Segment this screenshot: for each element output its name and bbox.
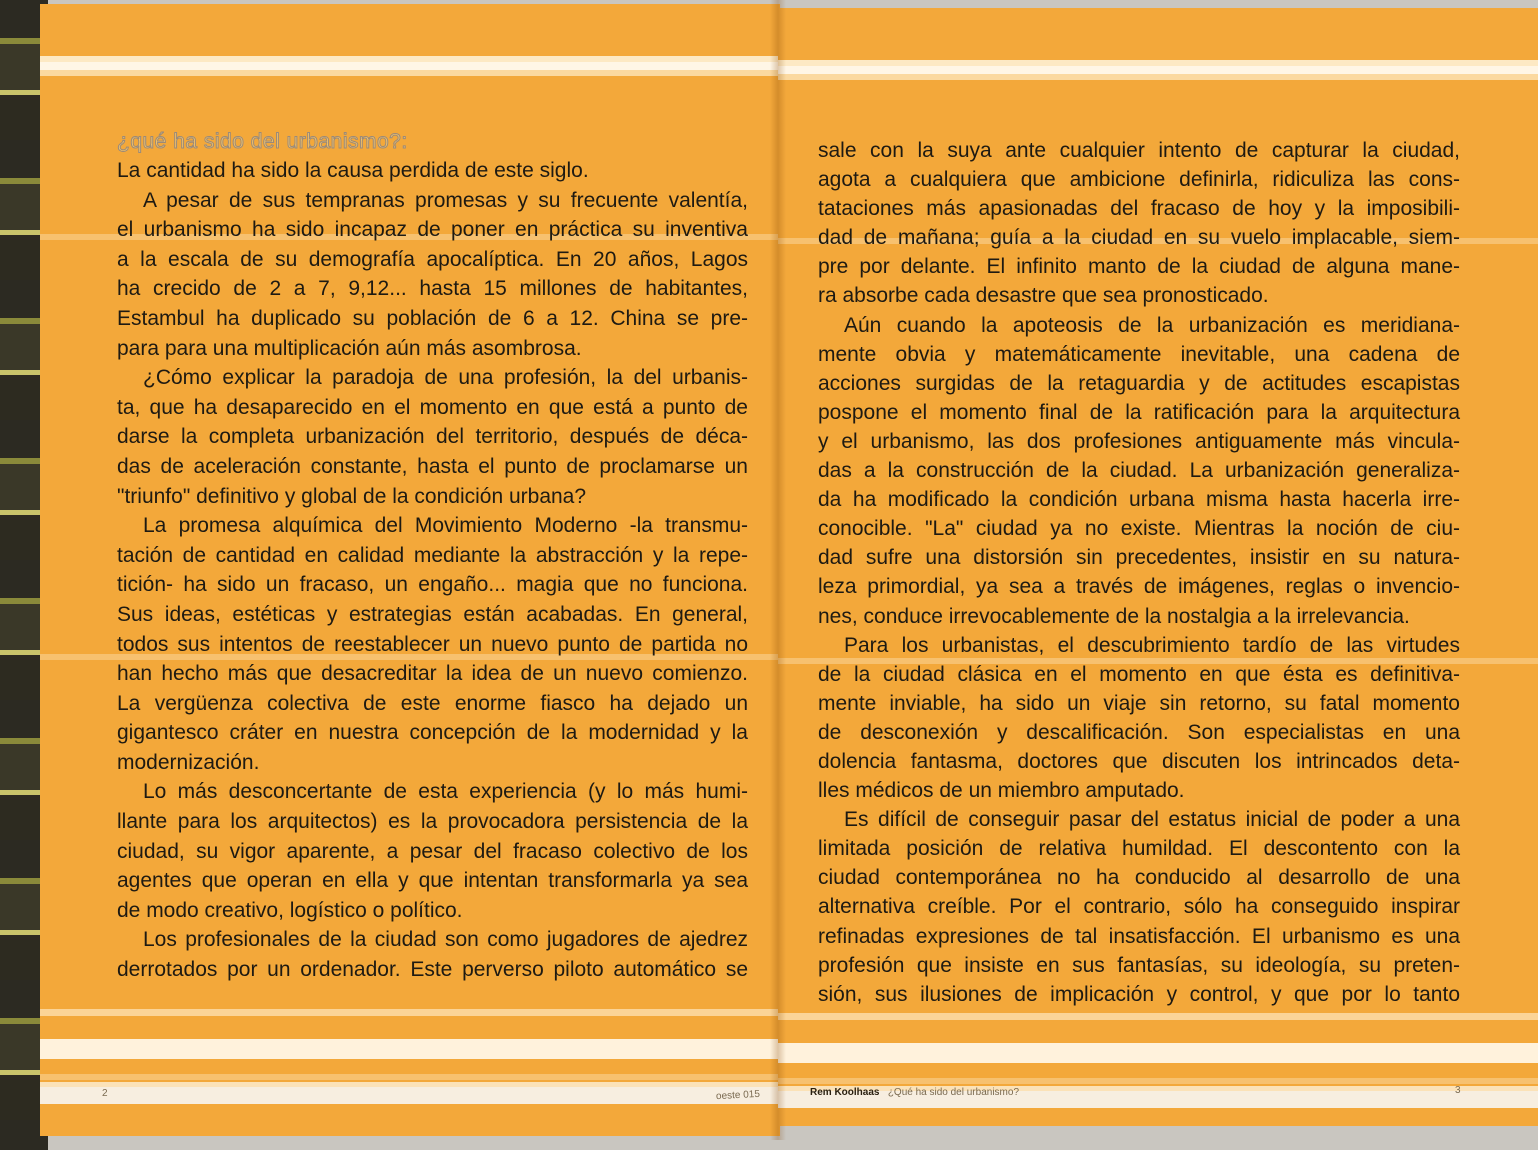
- text-line: tación de cantidad en calidad mediante la abstracción y la repe-: [117, 543, 748, 567]
- footer-running-head: [810, 1087, 1019, 1098]
- text-line: agota a cualquiera que ambicione definirla, ridiculiza las cons-: [818, 168, 1460, 192]
- left-page: [40, 4, 780, 1136]
- magazine-issue: oeste 015: [715, 1088, 761, 1103]
- text-line: derrotados por un ordenador. Este perverso piloto automático se: [117, 958, 748, 982]
- text-line: llante para los arquitectos) es la provocadora persistencia de la: [117, 810, 748, 834]
- text-line: das de aceleración constante, hasta el punto de proclamarse un: [117, 454, 748, 478]
- text-line: conocible. "La" ciudad ya no existe. Mientras la noción de ciu-: [818, 517, 1460, 541]
- text-line: ta, que ha desaparecido en el momento en que está a punto de: [117, 395, 748, 419]
- text-line: y el urbanismo, las dos profesiones antiguamente más vincula-: [818, 429, 1460, 453]
- text-line: lles médicos de un miembro amputado.: [818, 779, 1185, 803]
- page-number-right: 3: [1455, 1085, 1461, 1096]
- text-line: Sus ideas, estéticas y estrategias están acabadas. En general,: [117, 602, 748, 626]
- text-line: Lo más desconcertante de esta experiencia (y lo más humi-: [143, 780, 748, 804]
- text-line: de la ciudad clásica en el momento en que ésta es definitiva-: [818, 662, 1460, 686]
- text-line: nes, conduce irrevocablemente de la nostalgia a la irrelevancia.: [818, 604, 1410, 628]
- text-line: han hecho más que desacreditar la idea de un nuevo comienzo.: [117, 662, 748, 686]
- text-line: ra absorbe cada desastre que sea pronosticado.: [818, 284, 1269, 308]
- text-line: a la escala de su demografía apocalíptica. En 20 años, Lagos: [117, 247, 748, 271]
- text-line: refinadas expresiones de tal insatisfacción. El urbanismo es una: [818, 924, 1460, 948]
- text-line: tataciones más apasionadas del fracaso de hoy y la imposibili-: [818, 197, 1460, 221]
- text-line: gigantesco cráter en nuestra concepción de la modernidad y la: [117, 721, 748, 745]
- page-gutter: [770, 0, 786, 1140]
- text-line: La cantidad ha sido la causa perdida de este siglo.: [117, 159, 589, 182]
- text-line: sale con la suya ante cualquier intento de capturar la ciudad,: [818, 139, 1460, 162]
- text-line: da ha modificado la condición urbana misma hasta hacerla irre-: [818, 488, 1460, 512]
- text-line: Aún cuando la apoteosis de la urbanización es meridiana-: [844, 313, 1460, 337]
- text-line: Es difícil de conseguir pasar del estatus inicial de poder a una: [844, 808, 1460, 832]
- text-line: Los profesionales de la ciudad son como jugadores de ajedrez: [143, 928, 748, 952]
- text-line: tición- ha sido un fracaso, un engaño... magia que no funciona.: [117, 573, 748, 597]
- text-line: ciudad contemporánea no ha conducido al desarrollo de una: [818, 866, 1460, 890]
- text-line: leza primordial, ya sea a través de imágenes, reglas o invencio-: [818, 575, 1460, 599]
- text-line: de modo creativo, logístico o político.: [117, 898, 463, 922]
- right-text-column: [818, 136, 1460, 1009]
- left-text-column: [117, 156, 748, 985]
- text-line: ¿Cómo explicar la paradoja de una profesión, la del urbanis-: [143, 366, 748, 390]
- text-line: limitada posición de relativa humildad. El descontento con la: [818, 837, 1460, 861]
- text-line: Estambul ha duplicado su población de 6 a 12. China se pre-: [117, 306, 748, 330]
- text-line: pospone el momento final de la ratificación para la arquitectura: [818, 400, 1460, 424]
- text-line: alternativa creíble. Por el contrario, sólo ha conseguido inspirar: [818, 895, 1460, 919]
- text-line: ha crecido de 2 a 7, 9,12... hasta 15 millones de habitantes,: [117, 277, 748, 301]
- text-line: el urbanismo ha sido incapaz de poner en práctica su inventiva: [117, 218, 748, 242]
- footer-title: ¿Qué ha sido del urbanismo?: [887, 1087, 1019, 1098]
- text-line: darse la completa urbanización del territorio, después de déca-: [117, 425, 748, 449]
- article-heading: ¿qué ha sido del urbanismo?:: [117, 130, 408, 153]
- text-line: A pesar de sus tempranas promesas y su frecuente valentía,: [143, 188, 748, 212]
- text-line: sión, sus ilusiones de implicación y control, y que por lo tanto: [818, 982, 1460, 1006]
- text-line: das a la construcción de la ciudad. La urbanización generaliza-: [818, 459, 1460, 483]
- right-page: [778, 8, 1538, 1126]
- text-line: todos sus intentos de reestablecer un nuevo punto de partida no: [117, 632, 748, 656]
- text-line: dad sufre una distorsión sin precedentes, insistir en su natura-: [818, 546, 1460, 570]
- text-line: para para una multiplicación aún más asombrosa.: [117, 336, 582, 360]
- text-line: mente obvia y matemáticamente inevitable, una cadena de: [818, 342, 1460, 366]
- text-line: dolencia fantasma, doctores que discuten los intrincados deta-: [818, 749, 1460, 773]
- text-line: dad de mañana; guía a la ciudad en su vuelo implacable, siem-: [818, 226, 1460, 250]
- text-line: de desconexión y descalificación. Son especialistas en una: [818, 720, 1460, 744]
- page-number-left: 2: [102, 1088, 108, 1099]
- text-line: agentes que operan en ella y que intentan transformarla ya sea: [117, 869, 748, 893]
- text-line: Para los urbanistas, el descubrimiento tardío de las virtudes: [844, 633, 1460, 657]
- text-line: La promesa alquímica del Movimiento Moderno -la transmu-: [143, 514, 748, 538]
- text-line: "triunfo" definitivo y global de la condición urbana?: [117, 484, 587, 508]
- text-line: pre por delante. El infinito manto de la ciudad de alguna mane-: [818, 255, 1460, 279]
- text-line: ciudad, su vigor aparente, a pesar del fracaso colectivo de los: [117, 839, 748, 863]
- text-line: modernización.: [117, 750, 260, 774]
- text-line: acciones surgidas de la retaguardia y de actitudes escapistas: [818, 371, 1460, 395]
- text-line: profesión que insiste en sus fantasías, su ideología, su preten-: [818, 953, 1460, 977]
- text-line: mente inviable, ha sido un viaje sin retorno, su fatal momento: [818, 691, 1460, 715]
- footer-author: Rem Koolhaas: [810, 1087, 880, 1098]
- text-line: La vergüenza colectiva de este enorme fiasco ha dejado un: [117, 691, 748, 715]
